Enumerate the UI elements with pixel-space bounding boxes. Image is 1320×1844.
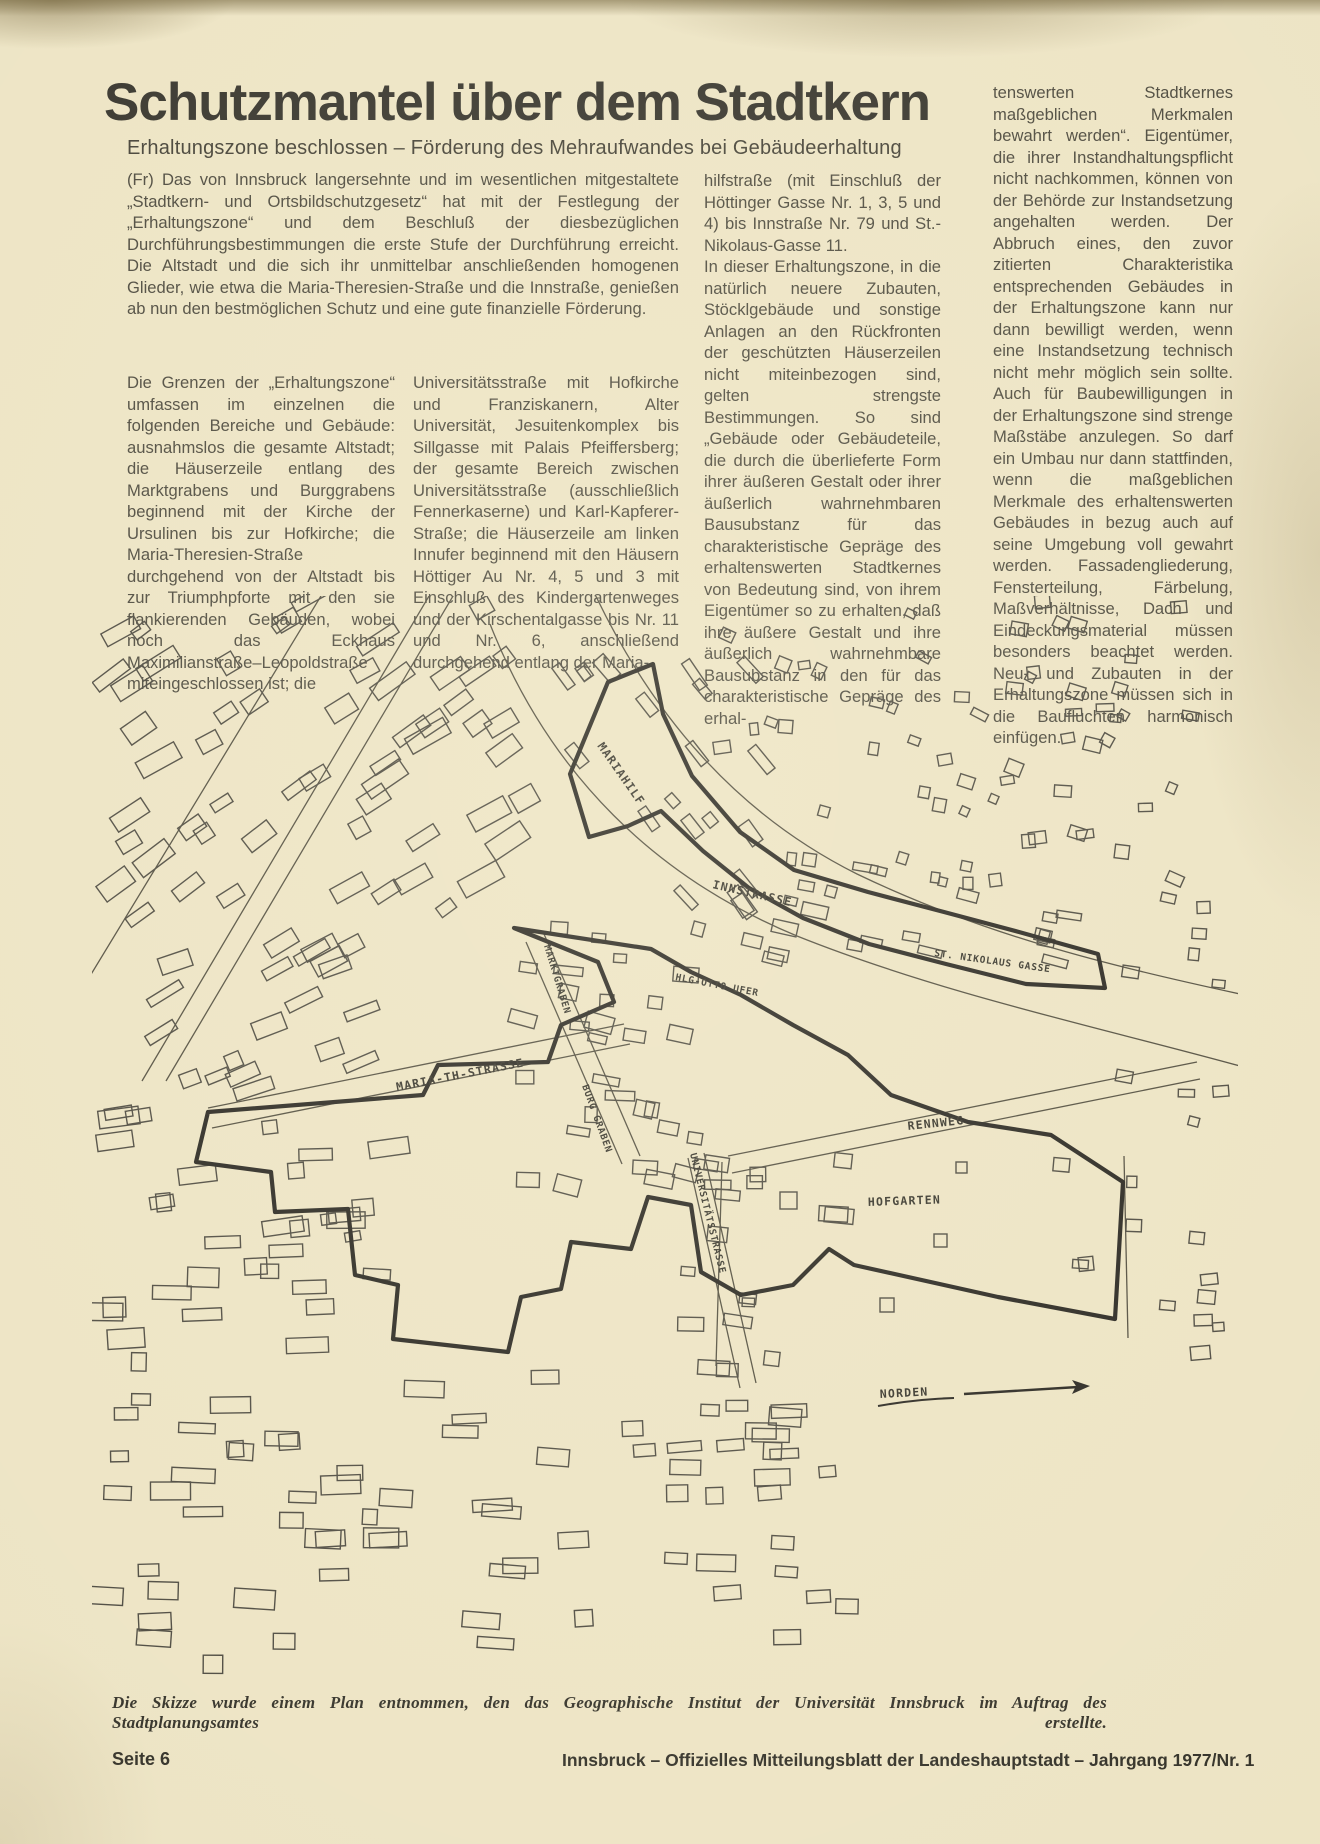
column-2-text: Universitätsstraße mit Hofkirche und Franziskanern, Alter Universität, Jesuitenkomplex bis Sillgasse mit Palais Pfeiffersberg; der gesamte Bereich zwischen Universitätsstraße (ausschließlich Fennerkaserne) und Karl-Kapferer-Straße; die Häuserzeile am linken Innufer beginnend mit den Häusern Höttiger Au Nr. 4, 5 und 3 mit Einschluß des Kindergartenweges und der Kirschentalgasse bis Nr. 11 und Nr. 6, anschließend durchgehend entlang der Maria-	[413, 373, 679, 672]
map-label-norden: NORDEN	[879, 1384, 929, 1401]
map-label-burg-graben: BURG GRABEN	[579, 1083, 615, 1155]
map-label-hofgarten: HOFGARTEN	[867, 1192, 942, 1209]
building-outlines	[92, 596, 1229, 1673]
column-3-paragraph-1: hilfstraße (mit Einschluß der Höttinger Gasse Nr. 1, 3, 5 und 4) bis Innstraße Nr. 79 und St.-Nikolaus-Gasse 11.	[704, 171, 941, 255]
column-3-paragraph-2: In dieser Erhaltungszone, in die natürlich neuere Zubauten, Stöcklgebäude und sonstige Anlagen an den Rückfronten der geschützten Häuserzeilen nicht miteinbezogen sind, gelten strengste Bestimmungen. So sind „Gebäude oder Gebäudeteile, die durch die überlieferte Form ihrer äußeren Gestalt oder ihrer äußerlich wahrnehmbaren Bausubstanz für das charakteristische Gepräge des erhaltenswerten Stadtkernes von Bedeutung sind, von ihrem Eigentümer so zu erhalten, daß ihre äußere Gestalt und ihre äußerlich wahrnehmbare Bausubstanz in den für das charakteristische Gepräge des erhal-	[704, 257, 941, 728]
headline: Schutzmantel über dem Stadtkern	[104, 73, 931, 132]
city-map-sketch	[92, 596, 1238, 1692]
map-label-hlg-otto-ufer: HLG-OTTO UFER	[674, 972, 760, 1000]
map-label-marktgraben: MARKTGRABEN	[541, 943, 573, 1016]
footer-page-number: Seite 6	[112, 1749, 171, 1769]
map-label-maria-th-strasse: MARIA-TH-STRASSE	[394, 1055, 526, 1094]
column-4-text: tenswerten Stadtkernes maßgeblichen Merkmalen bewahrt werden“. Eigentümer, die ihrer Instandhaltungspflicht nicht nachkommen, können von der Behörde zur Instandsetzung angehalten werden. Der Abbruch eines, den zuvor zitierten Charakteristika entsprechenden Gebäudes in der Erhaltungszone kann nur dann bewilligt werden, wenn eine Instandsetzung technisch nicht mehr möglich sein sollte. Auch für Baubewilligungen in der Erhaltungszone sind strenge Maßstäbe anzulegen. So darf ein Umbau nur dann stattfinden, wenn die maßgeblichen Merkmale des erhaltenswerten Gebäudes in bezug auch auf seine Umgebung voll gewahrt werden. Fassadengliederung, Fensterteilung, Färbelung, Maßverhältnisse, Dach und Eindeckungsmaterial müssen besonders beachtet werden. Neu- und Zubauten in der Erhaltungszone müssen sich in die Baufluchten harmonisch einfügen.	[993, 83, 1233, 747]
map-label-universitaetsstrasse: UNIVERSITÄTSSTRASSE	[687, 1152, 728, 1275]
map-label-st-nikolaus-gasse: ST. NIKOLAUS GASSE	[933, 948, 1052, 976]
footer-publication-line: Innsbruck – Offizielles Mitteilungsblatt der Landeshauptstadt – Jahrgang 1977/Nr. 1	[562, 1750, 1255, 1770]
subheadline: Erhaltungszone beschlossen – Förderung des Mehraufwandes bei Gebäudeerhaltung	[127, 137, 902, 159]
map-caption: Die Skizze wurde einem Plan entnommen, den das Geographische Institut der Universität Innsbruck im Auftrag des Stadtplanungsamtes erstellte.	[112, 1693, 1107, 1732]
lead-paragraph: (Fr) Das von Innsbruck langersehnte und im wesentlichen mitgestaltete „Stadtkern- und Ortsbildschutzgesetz“ hat mit der Festlegung der „Erhaltungszone“ und dem Beschluß der diesbezüglichen Durchführungsbestimmungen die erste Stufe der Durchführung erreicht. Die Altstadt und die sich ihr unmittelbar anschließenden homogenen Glieder, wie etwa die Maria-Theresien-Straße und die Innstraße, genießen ab nun den bestmöglichen Schutz und eine gute finanzielle Förderung.	[127, 170, 679, 318]
hofgarten-squares	[780, 1162, 967, 1312]
map-label-mariahilf: MARIAHILF	[594, 739, 648, 808]
column-1-text: Die Grenzen der „Erhaltungszone“ umfassen im einzelnen die folgenden Bereiche und Gebäude: ausnahmslos die gesamte Altstadt; die Häuserzeile entlang des Marktgrabens und Burggrabens beginnend mit der Kirche der Ursulinen bis zur Hofkirche; die Maria-Theresien-Straße durchgehend von der Altstadt bis zur Triumphpforte mit den sie flankierenden Gebäuden, wobei noch das Eckhaus Maximilianstraße–Leopoldstraße miteingeschlossen ist; die	[127, 373, 395, 693]
erhaltungszone-boundary	[196, 664, 1123, 1352]
map-label-innstrasse: INNSTRASSE	[711, 877, 794, 910]
map-label-rennweg: RENNWEG	[906, 1113, 965, 1133]
